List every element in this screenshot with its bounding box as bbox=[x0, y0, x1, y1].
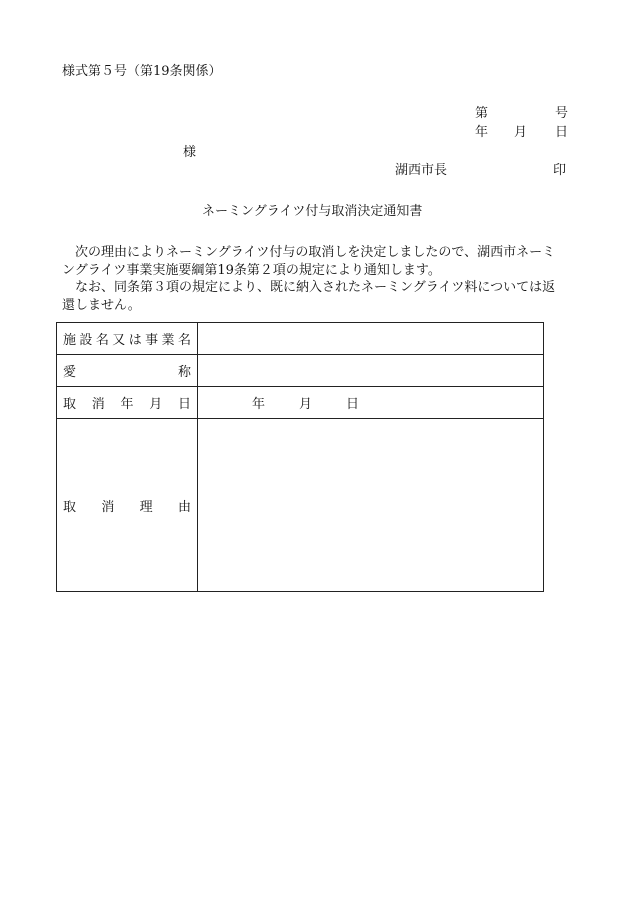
document-title: ネーミングライツ付与取消決定通知書 bbox=[202, 204, 423, 219]
table-row bbox=[57, 323, 544, 355]
cancel-date-value[interactable] bbox=[198, 387, 544, 419]
date-month-label: 月 bbox=[514, 125, 528, 140]
cancel-date-label bbox=[57, 387, 198, 419]
cancel-reason-label bbox=[57, 419, 198, 592]
notice-body bbox=[62, 244, 562, 314]
cancel-month-unit: 月 bbox=[299, 397, 313, 412]
nickname-label bbox=[57, 355, 198, 387]
cancel-year-unit: 年 bbox=[252, 397, 266, 412]
label-text: 取 消 理 由 bbox=[63, 499, 191, 515]
label-text: 施 設 名 又 は 事 業 名 bbox=[63, 333, 191, 348]
label-text: 愛 称 bbox=[63, 365, 191, 380]
issuer-name: 湖西市長 bbox=[395, 163, 448, 178]
doc-number-prefix: 第 bbox=[475, 106, 489, 121]
cancel-day-unit: 日 bbox=[346, 397, 360, 412]
table-row bbox=[57, 387, 544, 419]
details-table bbox=[56, 322, 544, 592]
doc-number-suffix: 号 bbox=[555, 106, 569, 121]
facility-name-value[interactable] bbox=[198, 323, 544, 355]
date-year-label: 年 bbox=[475, 125, 489, 140]
form-number: 様式第５号（第19条関係） bbox=[62, 64, 222, 79]
cancel-reason-value[interactable] bbox=[198, 419, 544, 592]
facility-name-label bbox=[57, 323, 198, 355]
nickname-value[interactable] bbox=[198, 355, 544, 387]
table-row bbox=[57, 419, 544, 592]
recipient-suffix: 様 bbox=[183, 145, 197, 160]
body-paragraph-1: 次の理由によりネーミングライツ付与の取消しを決定しましたので、湖西市ネーミングライツ事業実施要綱第19条第２項の規定により通知します。 bbox=[62, 245, 556, 278]
seal-mark: 印 bbox=[553, 163, 567, 178]
date-day-label: 日 bbox=[555, 125, 569, 140]
table-row bbox=[57, 355, 544, 387]
body-paragraph-2: なお、同条第３項の規定により、既に納入されたネーミングライツ料については返還しません。 bbox=[62, 280, 556, 313]
label-text: 取 消 年 月 日 bbox=[63, 397, 191, 412]
